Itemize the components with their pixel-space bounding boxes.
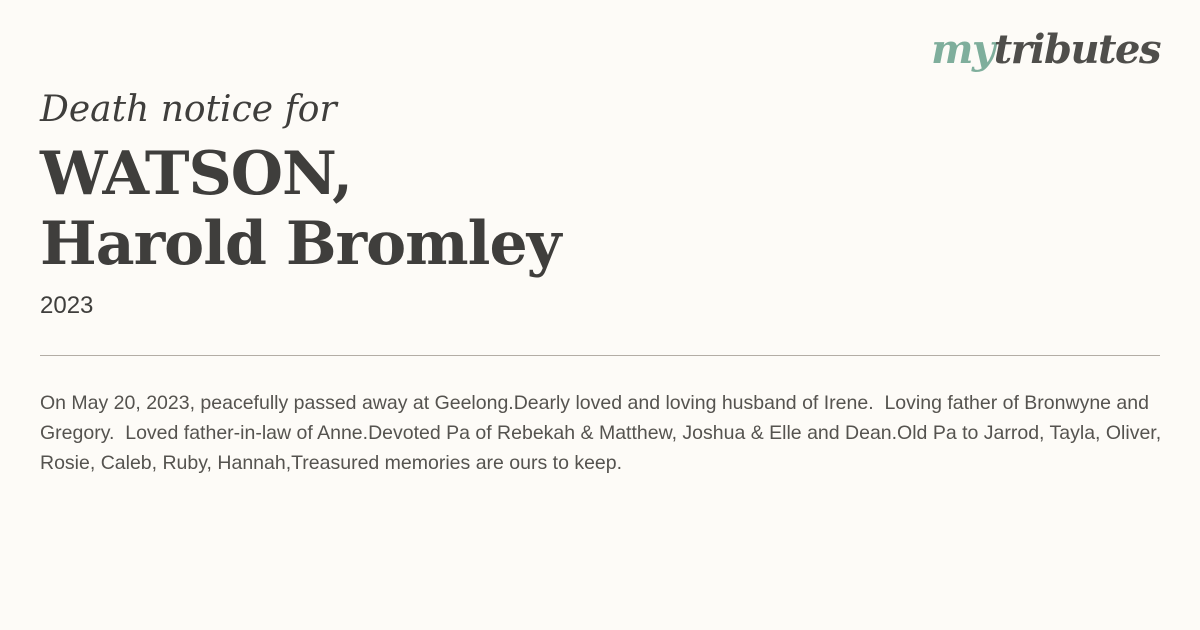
deceased-given-names: Harold Bromley [40,209,561,279]
notice-intro: Death notice for [40,89,337,130]
deceased-surname: WATSON, [40,139,352,209]
mytributes-logo[interactable] [931,26,1160,73]
notice-body: On May 20, 2023, peacefully passed away at Geelong.Dearly loved and loving husband of Irene. Loving father of Bronwyne and Gregory. Loved father-in-law of Anne.Devoted Pa of Rebekah & Matthew, Joshua & Elle and Dean.Old Pa to Jarrod, Tayla, Oliver, Rosie, Caleb, Ruby, Hannah,Treasured memories are ours to keep. [40,392,1167,474]
logo-my: my [931,26,994,73]
notice-year: 2023 [40,292,94,319]
divider [40,355,1160,356]
logo-tributes: tributes [993,26,1160,73]
